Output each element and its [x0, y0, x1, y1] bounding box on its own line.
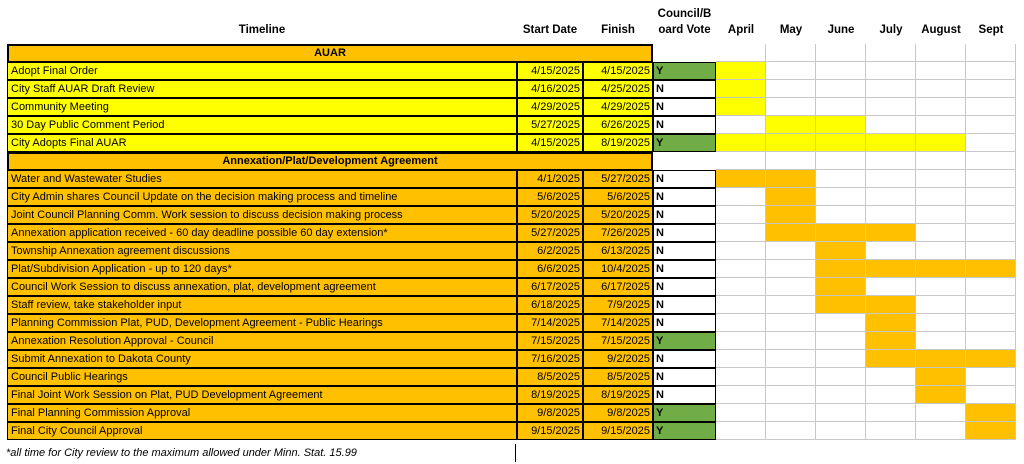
month-bar-august	[916, 134, 966, 152]
task-name: Joint Council Planning Comm. Work session to discuss decision making process	[7, 206, 517, 224]
task-finish-date: 4/29/2025	[583, 98, 653, 116]
task-start-date: 4/15/2025	[517, 134, 583, 152]
month-bar-april	[716, 296, 766, 314]
month-bar-june	[816, 188, 866, 206]
month-bar-april	[716, 422, 766, 440]
header-month-may: May	[779, 24, 803, 37]
month-bar-august	[916, 260, 966, 278]
month-bar-august	[916, 350, 966, 368]
council-vote: N	[653, 206, 716, 224]
month-bar-may	[766, 278, 816, 296]
month-bar-may	[766, 224, 816, 242]
task-finish-date: 8/19/2025	[583, 386, 653, 404]
council-vote: N	[653, 188, 716, 206]
council-vote: N	[653, 224, 716, 242]
month-bar-june	[816, 404, 866, 422]
task-start-date: 6/17/2025	[517, 278, 583, 296]
task-name: 30 Day Public Comment Period	[7, 116, 517, 134]
month-bar-july	[866, 332, 916, 350]
council-vote: Y	[653, 62, 716, 80]
month-bar-april	[716, 368, 766, 386]
task-start-date: 7/15/2025	[517, 332, 583, 350]
month-cell	[916, 152, 966, 170]
month-bar-sept	[966, 332, 1016, 350]
month-bar-july	[866, 62, 916, 80]
header-month-june: June	[827, 24, 855, 37]
month-bar-sept	[966, 350, 1016, 368]
header-month-april: April	[727, 24, 755, 37]
month-cell	[866, 152, 916, 170]
month-bar-sept	[966, 386, 1016, 404]
council-vote: N	[653, 386, 716, 404]
month-bar-april	[716, 188, 766, 206]
month-bar-may	[766, 206, 816, 224]
month-bar-may	[766, 296, 816, 314]
month-bar-april	[716, 350, 766, 368]
month-bar-april	[716, 62, 766, 80]
task-name: City Staff AUAR Draft Review	[7, 80, 517, 98]
task-finish-date: 7/15/2025	[583, 332, 653, 350]
month-bar-april	[716, 278, 766, 296]
month-bar-july	[866, 224, 916, 242]
month-bar-july	[866, 242, 916, 260]
month-bar-june	[816, 242, 866, 260]
task-name: Submit Annexation to Dakota County	[7, 350, 517, 368]
month-bar-august	[916, 422, 966, 440]
month-bar-july	[866, 188, 916, 206]
month-bar-may	[766, 260, 816, 278]
month-bar-may	[766, 350, 816, 368]
task-start-date: 5/27/2025	[517, 224, 583, 242]
month-bar-sept	[966, 62, 1016, 80]
month-bar-april	[716, 260, 766, 278]
task-start-date: 4/15/2025	[517, 62, 583, 80]
task-name: Final Joint Work Session on Plat, PUD Development Agreement	[7, 386, 517, 404]
council-vote: Y	[653, 134, 716, 152]
task-finish-date: 8/5/2025	[583, 368, 653, 386]
header-vote-line1: Council/B	[657, 8, 712, 21]
month-cell	[916, 44, 966, 62]
month-bar-july	[866, 116, 916, 134]
month-bar-august	[916, 224, 966, 242]
month-bar-may	[766, 404, 816, 422]
footnote: *all time for City review to the maximum allowed under Minn. Stat. 15.99	[6, 447, 357, 459]
task-name: Annexation application received - 60 day deadline possible 60 day extension*	[7, 224, 517, 242]
month-bar-july	[866, 296, 916, 314]
month-bar-august	[916, 116, 966, 134]
month-bar-july	[866, 350, 916, 368]
task-finish-date: 6/17/2025	[583, 278, 653, 296]
month-bar-august	[916, 188, 966, 206]
month-bar-august	[916, 296, 966, 314]
month-cell	[866, 44, 916, 62]
month-bar-august	[916, 386, 966, 404]
month-bar-august	[916, 332, 966, 350]
month-bar-april	[716, 116, 766, 134]
month-bar-august	[916, 404, 966, 422]
month-bar-april	[716, 170, 766, 188]
task-name: Plat/Subdivision Application - up to 120 days*	[7, 260, 517, 278]
task-name: Planning Commission Plat, PUD, Development Agreement - Public Hearings	[7, 314, 517, 332]
month-bar-august	[916, 206, 966, 224]
month-bar-june	[816, 62, 866, 80]
task-finish-date: 7/26/2025	[583, 224, 653, 242]
task-finish-date: 8/19/2025	[583, 134, 653, 152]
month-bar-june	[816, 296, 866, 314]
month-bar-june	[816, 332, 866, 350]
task-finish-date: 10/4/2025	[583, 260, 653, 278]
task-name: City Admin shares Council Update on the decision making process and timeline	[7, 188, 517, 206]
council-vote: N	[653, 314, 716, 332]
council-vote: N	[653, 98, 716, 116]
council-vote: N	[653, 80, 716, 98]
month-bar-sept	[966, 260, 1016, 278]
header-council-vote	[653, 2, 716, 44]
month-bar-july	[866, 206, 916, 224]
month-bar-july	[866, 404, 916, 422]
council-vote: N	[653, 170, 716, 188]
council-vote: Y	[653, 332, 716, 350]
month-bar-august	[916, 278, 966, 296]
month-bar-july	[866, 314, 916, 332]
header-start-date: Start Date	[522, 24, 578, 37]
month-bar-sept	[966, 368, 1016, 386]
column-divider	[515, 444, 516, 462]
month-bar-june	[816, 386, 866, 404]
task-finish-date: 9/2/2025	[583, 350, 653, 368]
month-bar-sept	[966, 134, 1016, 152]
header-month-august: August	[921, 24, 961, 37]
task-start-date: 8/19/2025	[517, 386, 583, 404]
month-bar-july	[866, 170, 916, 188]
month-bar-july	[866, 134, 916, 152]
month-bar-sept	[966, 422, 1016, 440]
month-bar-may	[766, 62, 816, 80]
month-bar-april	[716, 404, 766, 422]
month-bar-june	[816, 278, 866, 296]
month-bar-june	[816, 134, 866, 152]
month-bar-may	[766, 422, 816, 440]
task-finish-date: 6/26/2025	[583, 116, 653, 134]
month-bar-sept	[966, 80, 1016, 98]
task-start-date: 8/5/2025	[517, 368, 583, 386]
task-start-date: 4/29/2025	[517, 98, 583, 116]
month-bar-july	[866, 422, 916, 440]
month-bar-may	[766, 188, 816, 206]
month-bar-june	[816, 98, 866, 116]
month-bar-june	[816, 260, 866, 278]
month-bar-may	[766, 332, 816, 350]
month-bar-august	[916, 80, 966, 98]
month-bar-may	[766, 242, 816, 260]
month-bar-may	[766, 98, 816, 116]
task-name: Council Public Hearings	[7, 368, 517, 386]
month-bar-july	[866, 386, 916, 404]
month-bar-june	[816, 116, 866, 134]
task-start-date: 6/18/2025	[517, 296, 583, 314]
month-bar-august	[916, 62, 966, 80]
task-finish-date: 5/20/2025	[583, 206, 653, 224]
month-bar-sept	[966, 170, 1016, 188]
council-vote: N	[653, 242, 716, 260]
month-bar-may	[766, 170, 816, 188]
section-title: AUAR	[7, 44, 653, 63]
month-bar-sept	[966, 206, 1016, 224]
month-bar-april	[716, 80, 766, 98]
month-bar-april	[716, 242, 766, 260]
month-bar-sept	[966, 116, 1016, 134]
task-start-date: 4/1/2025	[517, 170, 583, 188]
header-month-sept: Sept	[978, 24, 1004, 37]
task-name: Township Annexation agreement discussions	[7, 242, 517, 260]
council-vote: Y	[653, 422, 716, 440]
header-finish: Finish	[601, 24, 635, 37]
month-bar-may	[766, 368, 816, 386]
month-bar-august	[916, 170, 966, 188]
task-finish-date: 4/15/2025	[583, 62, 653, 80]
month-bar-june	[816, 170, 866, 188]
section-title: Annexation/Plat/Development Agreement	[7, 152, 653, 171]
month-bar-july	[866, 98, 916, 116]
task-finish-date: 5/27/2025	[583, 170, 653, 188]
month-bar-sept	[966, 404, 1016, 422]
month-cell	[766, 44, 816, 62]
task-start-date: 6/2/2025	[517, 242, 583, 260]
month-bar-july	[866, 278, 916, 296]
task-name: City Adopts Final AUAR	[7, 134, 517, 152]
month-bar-june	[816, 80, 866, 98]
month-cell	[716, 152, 766, 170]
task-finish-date: 4/25/2025	[583, 80, 653, 98]
header-timeline: Timeline	[238, 24, 286, 37]
month-bar-april	[716, 332, 766, 350]
month-bar-april	[716, 206, 766, 224]
month-bar-june	[816, 224, 866, 242]
task-finish-date: 6/13/2025	[583, 242, 653, 260]
month-bar-may	[766, 116, 816, 134]
council-vote: N	[653, 296, 716, 314]
month-bar-sept	[966, 296, 1016, 314]
task-start-date: 5/20/2025	[517, 206, 583, 224]
council-vote: Y	[653, 404, 716, 422]
task-start-date: 9/15/2025	[517, 422, 583, 440]
month-cell	[716, 44, 766, 62]
month-bar-july	[866, 80, 916, 98]
header-month-july: July	[879, 24, 903, 37]
month-bar-june	[816, 422, 866, 440]
task-start-date: 6/6/2025	[517, 260, 583, 278]
council-vote: N	[653, 350, 716, 368]
task-start-date: 4/16/2025	[517, 80, 583, 98]
month-bar-april	[716, 314, 766, 332]
task-start-date: 7/16/2025	[517, 350, 583, 368]
header-vote-line2: oard Vote	[658, 24, 711, 36]
month-bar-may	[766, 80, 816, 98]
month-bar-may	[766, 134, 816, 152]
month-bar-june	[816, 368, 866, 386]
council-vote: N	[653, 116, 716, 134]
month-bar-august	[916, 242, 966, 260]
task-name: Staff review, take stakeholder input	[7, 296, 517, 314]
month-bar-april	[716, 98, 766, 116]
month-bar-sept	[966, 188, 1016, 206]
month-bar-sept	[966, 98, 1016, 116]
task-finish-date: 9/15/2025	[583, 422, 653, 440]
council-vote: N	[653, 278, 716, 296]
month-bar-april	[716, 224, 766, 242]
task-name: Final Planning Commission Approval	[7, 404, 517, 422]
month-bar-august	[916, 314, 966, 332]
month-bar-sept	[966, 224, 1016, 242]
task-name: Community Meeting	[7, 98, 517, 116]
month-bar-may	[766, 314, 816, 332]
task-start-date: 5/27/2025	[517, 116, 583, 134]
month-bar-sept	[966, 242, 1016, 260]
task-finish-date: 5/6/2025	[583, 188, 653, 206]
month-bar-july	[866, 368, 916, 386]
task-finish-date: 7/9/2025	[583, 296, 653, 314]
task-name: Final City Council Approval	[7, 422, 517, 440]
month-bar-may	[766, 386, 816, 404]
month-bar-sept	[966, 278, 1016, 296]
month-bar-august	[916, 368, 966, 386]
month-bar-june	[816, 350, 866, 368]
month-bar-august	[916, 98, 966, 116]
month-bar-sept	[966, 314, 1016, 332]
council-vote: N	[653, 260, 716, 278]
task-start-date: 7/14/2025	[517, 314, 583, 332]
month-bar-june	[816, 206, 866, 224]
month-cell	[816, 44, 866, 62]
month-bar-july	[866, 260, 916, 278]
task-finish-date: 9/8/2025	[583, 404, 653, 422]
month-cell	[816, 152, 866, 170]
task-finish-date: 7/14/2025	[583, 314, 653, 332]
month-cell	[966, 44, 1016, 62]
month-bar-april	[716, 386, 766, 404]
month-cell	[766, 152, 816, 170]
task-start-date: 9/8/2025	[517, 404, 583, 422]
task-start-date: 5/6/2025	[517, 188, 583, 206]
month-bar-june	[816, 314, 866, 332]
task-name: Council Work Session to discuss annexation, plat, development agreement	[7, 278, 517, 296]
task-name: Adopt Final Order	[7, 62, 517, 80]
task-name: Water and Wastewater Studies	[7, 170, 517, 188]
month-cell	[966, 152, 1016, 170]
month-bar-april	[716, 134, 766, 152]
council-vote: N	[653, 368, 716, 386]
task-name: Annexation Resolution Approval - Council	[7, 332, 517, 350]
